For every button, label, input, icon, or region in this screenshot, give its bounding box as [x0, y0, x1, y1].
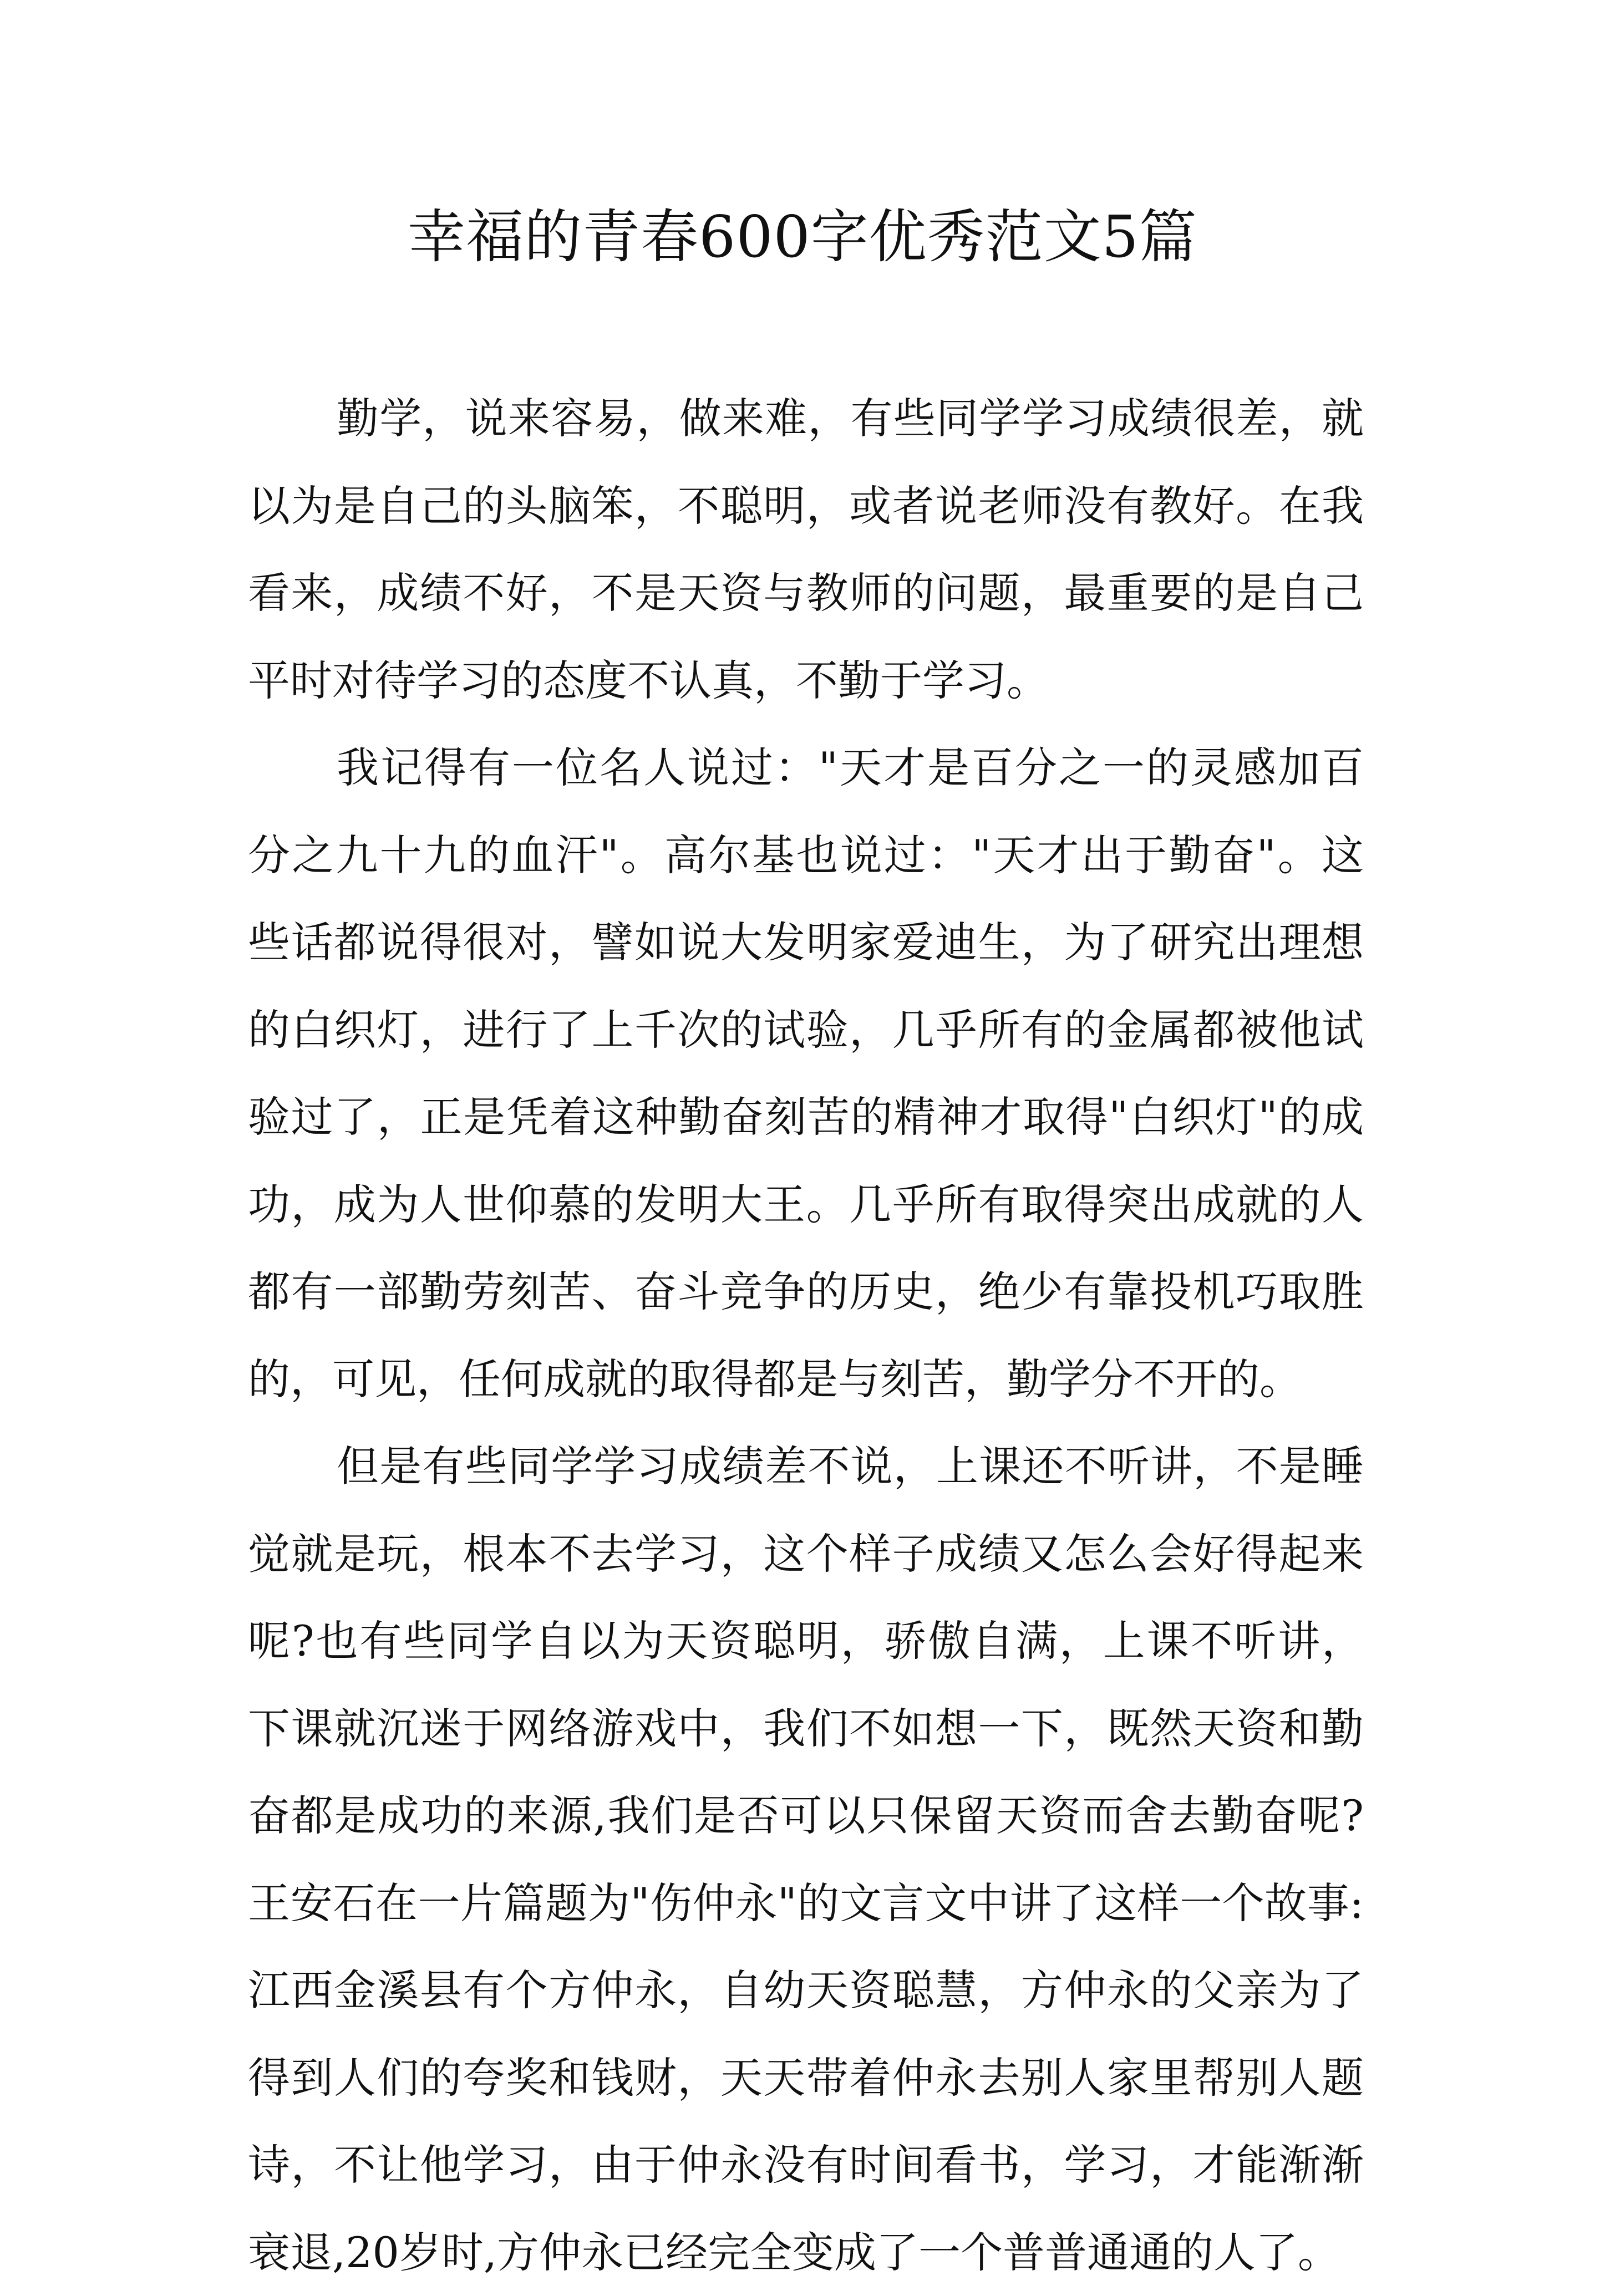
paragraph-2-line-6: 功，成为人世仰慕的发明大王。几乎所有取得突出成就的人 [248, 1161, 1364, 1249]
paragraph-3-line-4: 下课就沉迷于网络游戏中，我们不如想一下，既然天资和勤 [248, 1685, 1364, 1773]
paragraph-2-line-8: 的，可见，任何成就的取得都是与刻苦，勤学分不开的。 [248, 1336, 1364, 1423]
paragraph-2-line-3: 些话都说得很对，譬如说大发明家爱迪生，为了研究出理想 [248, 899, 1364, 986]
paragraph-2-line-4: 的白织灯，进行了上千次的试验，几乎所有的金属都被他试 [248, 986, 1364, 1074]
paragraph-3-line-8: 得到人们的夸奖和钱财，天天带着仲永去别人家里帮别人题 [248, 2034, 1364, 2122]
paragraph-3-line-6: 王安石在一片篇题为"伤仲永"的文言文中讲了这样一个故事: [248, 1860, 1364, 1947]
document-title: 幸福的青春600字优秀范文5篇 [0, 195, 1605, 278]
paragraph-3-line-3: 呢?也有些同学自以为天资聪明，骄傲自满，上课不听讲， [248, 1597, 1364, 1685]
paragraph-2-line-7: 都有一部勤劳刻苦、奋斗竞争的历史，绝少有靠投机巧取胜 [248, 1248, 1364, 1336]
paragraph-1-line-2: 以为是自己的头脑笨，不聪明，或者说老师没有教好。在我 [248, 462, 1364, 550]
paragraph-1-line-4: 平时对待学习的态度不认真，不勤于学习。 [248, 637, 1364, 725]
paragraph-3-line-7: 江西金溪县有个方仲永，自幼天资聪慧，方仲永的父亲为了 [248, 1947, 1364, 2034]
paragraph-1-line-1: 勤学，说来容易，做来难，有些同学学习成绩很差，就 [248, 375, 1364, 462]
paragraph-3-line-1: 但是有些同学学习成绩差不说，上课还不听讲，不是睡 [248, 1423, 1364, 1510]
paragraph-3-line-2: 觉就是玩，根本不去学习，这个样子成绩又怎么会好得起来 [248, 1510, 1364, 1598]
paragraph-3-line-9: 诗，不让他学习，由于仲永没有时间看书，学习，才能渐渐 [248, 2121, 1364, 2209]
paragraph-2-line-5: 验过了，正是凭着这种勤奋刻苦的精神才取得"白织灯"的成 [248, 1073, 1364, 1161]
paragraph-1-line-3: 看来，成绩不好，不是天资与教师的问题，最重要的是自己 [248, 549, 1364, 637]
paragraph-3-line-5: 奋都是成功的来源,我们是否可以只保留天资而舍去勤奋呢? [248, 1772, 1364, 1860]
paragraph-3-line-10: 衰退,20岁时,方仲永已经完全变成了一个普普通通的人了。 [248, 2209, 1364, 2296]
document-body [248, 375, 1364, 2296]
paragraph-2-line-1: 我记得有一位名人说过："天才是百分之一的灵感加百 [248, 724, 1364, 812]
paragraph-2-line-2: 分之九十九的血汗"。高尔基也说过："天才出于勤奋"。这 [248, 812, 1364, 899]
